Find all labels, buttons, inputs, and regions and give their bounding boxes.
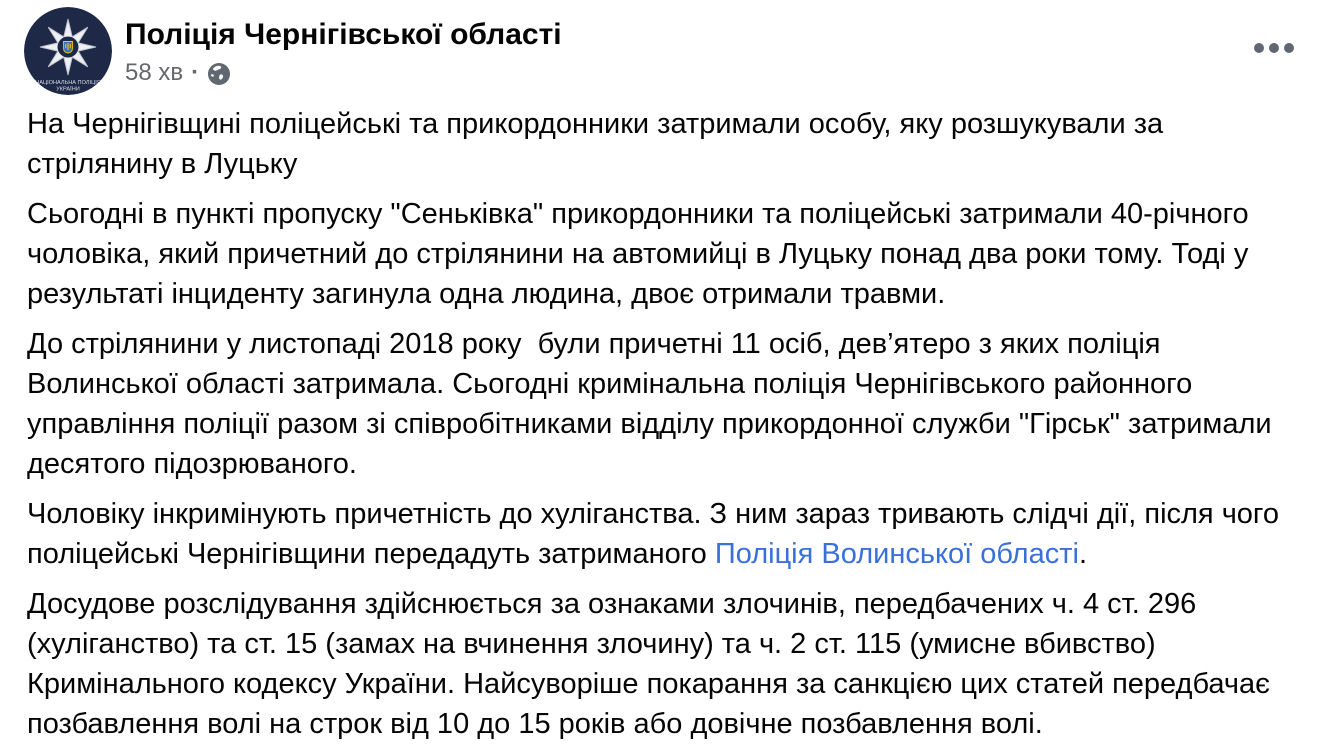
timestamp-link[interactable]: 58 хв	[125, 59, 184, 86]
post-paragraph: До стрілянини у листопаді 2018 року були причетні 11 осіб, дев’ятеро з яких поліція Волинської області затримала. Сьогодні кримінальна поліція Чернігівського районного управління поліції разом зі співробітниками відділу прикордонної служби "Гірськ" затримали десятого підозрюваного.	[27, 328, 1280, 480]
post-paragraph: Сьогодні в пункті пропуску "Сеньківка" прикордонники та поліцейські затримали 40-річного чоловіка, який причетний до стрілянини на автомийці в Луцьку понад два роки тому. Тоді у результаті інциденту загинула одна людина, двоє отримали травми.	[27, 198, 1265, 310]
post-text: .	[1078, 538, 1087, 570]
post-paragraph	[27, 494, 1300, 574]
ellipsis-dot	[1254, 43, 1264, 53]
post-meta	[125, 59, 562, 87]
globe-icon	[207, 62, 231, 86]
post-body	[0, 95, 1326, 744]
ellipsis-dot	[1269, 43, 1279, 53]
post-options-button[interactable]	[1246, 35, 1302, 61]
post-paragraph: На Чернігівщині поліцейські та прикордонники затримали особу, яку розшукували за стрілянину в Луцьку	[27, 108, 1172, 180]
meta-separator: ·	[191, 59, 200, 86]
post-text: Чоловіку інкримінують причетність до хуліганства. З ним зараз тривають слідчі дії, після чого поліцейські Чернігівщини передадуть затриманого	[27, 498, 1288, 570]
avatar-emblem-text: НАЦІОНАЛЬНА ПОЛІЦІЯ	[35, 80, 101, 86]
page-name-link[interactable]: Поліція Чернігівської області	[125, 18, 562, 51]
ellipsis-dot	[1284, 43, 1294, 53]
page-avatar[interactable]	[24, 7, 112, 95]
post-paragraph: Досудове розслідування здійснюється за ознаками злочинів, передбачених ч. 4 ст. 296 (хуліганство) та ст. 15 (замах на вчинення злочину) та ч. 2 ст. 115 (умисне вбивство) Кримінального кодексу України. Найсуворіше покарання за санкцією цих статей передбачає позбавлення волі на строк від 10 до 15 років або довічне позбавлення волі.	[27, 588, 1278, 740]
avatar-emblem-text: УКРАЇНИ	[56, 86, 80, 93]
police-emblem-icon	[24, 7, 112, 95]
header-text	[125, 7, 562, 87]
post-header	[0, 0, 1326, 95]
page-mention-link[interactable]: Поліція Волинської області	[714, 538, 1079, 570]
